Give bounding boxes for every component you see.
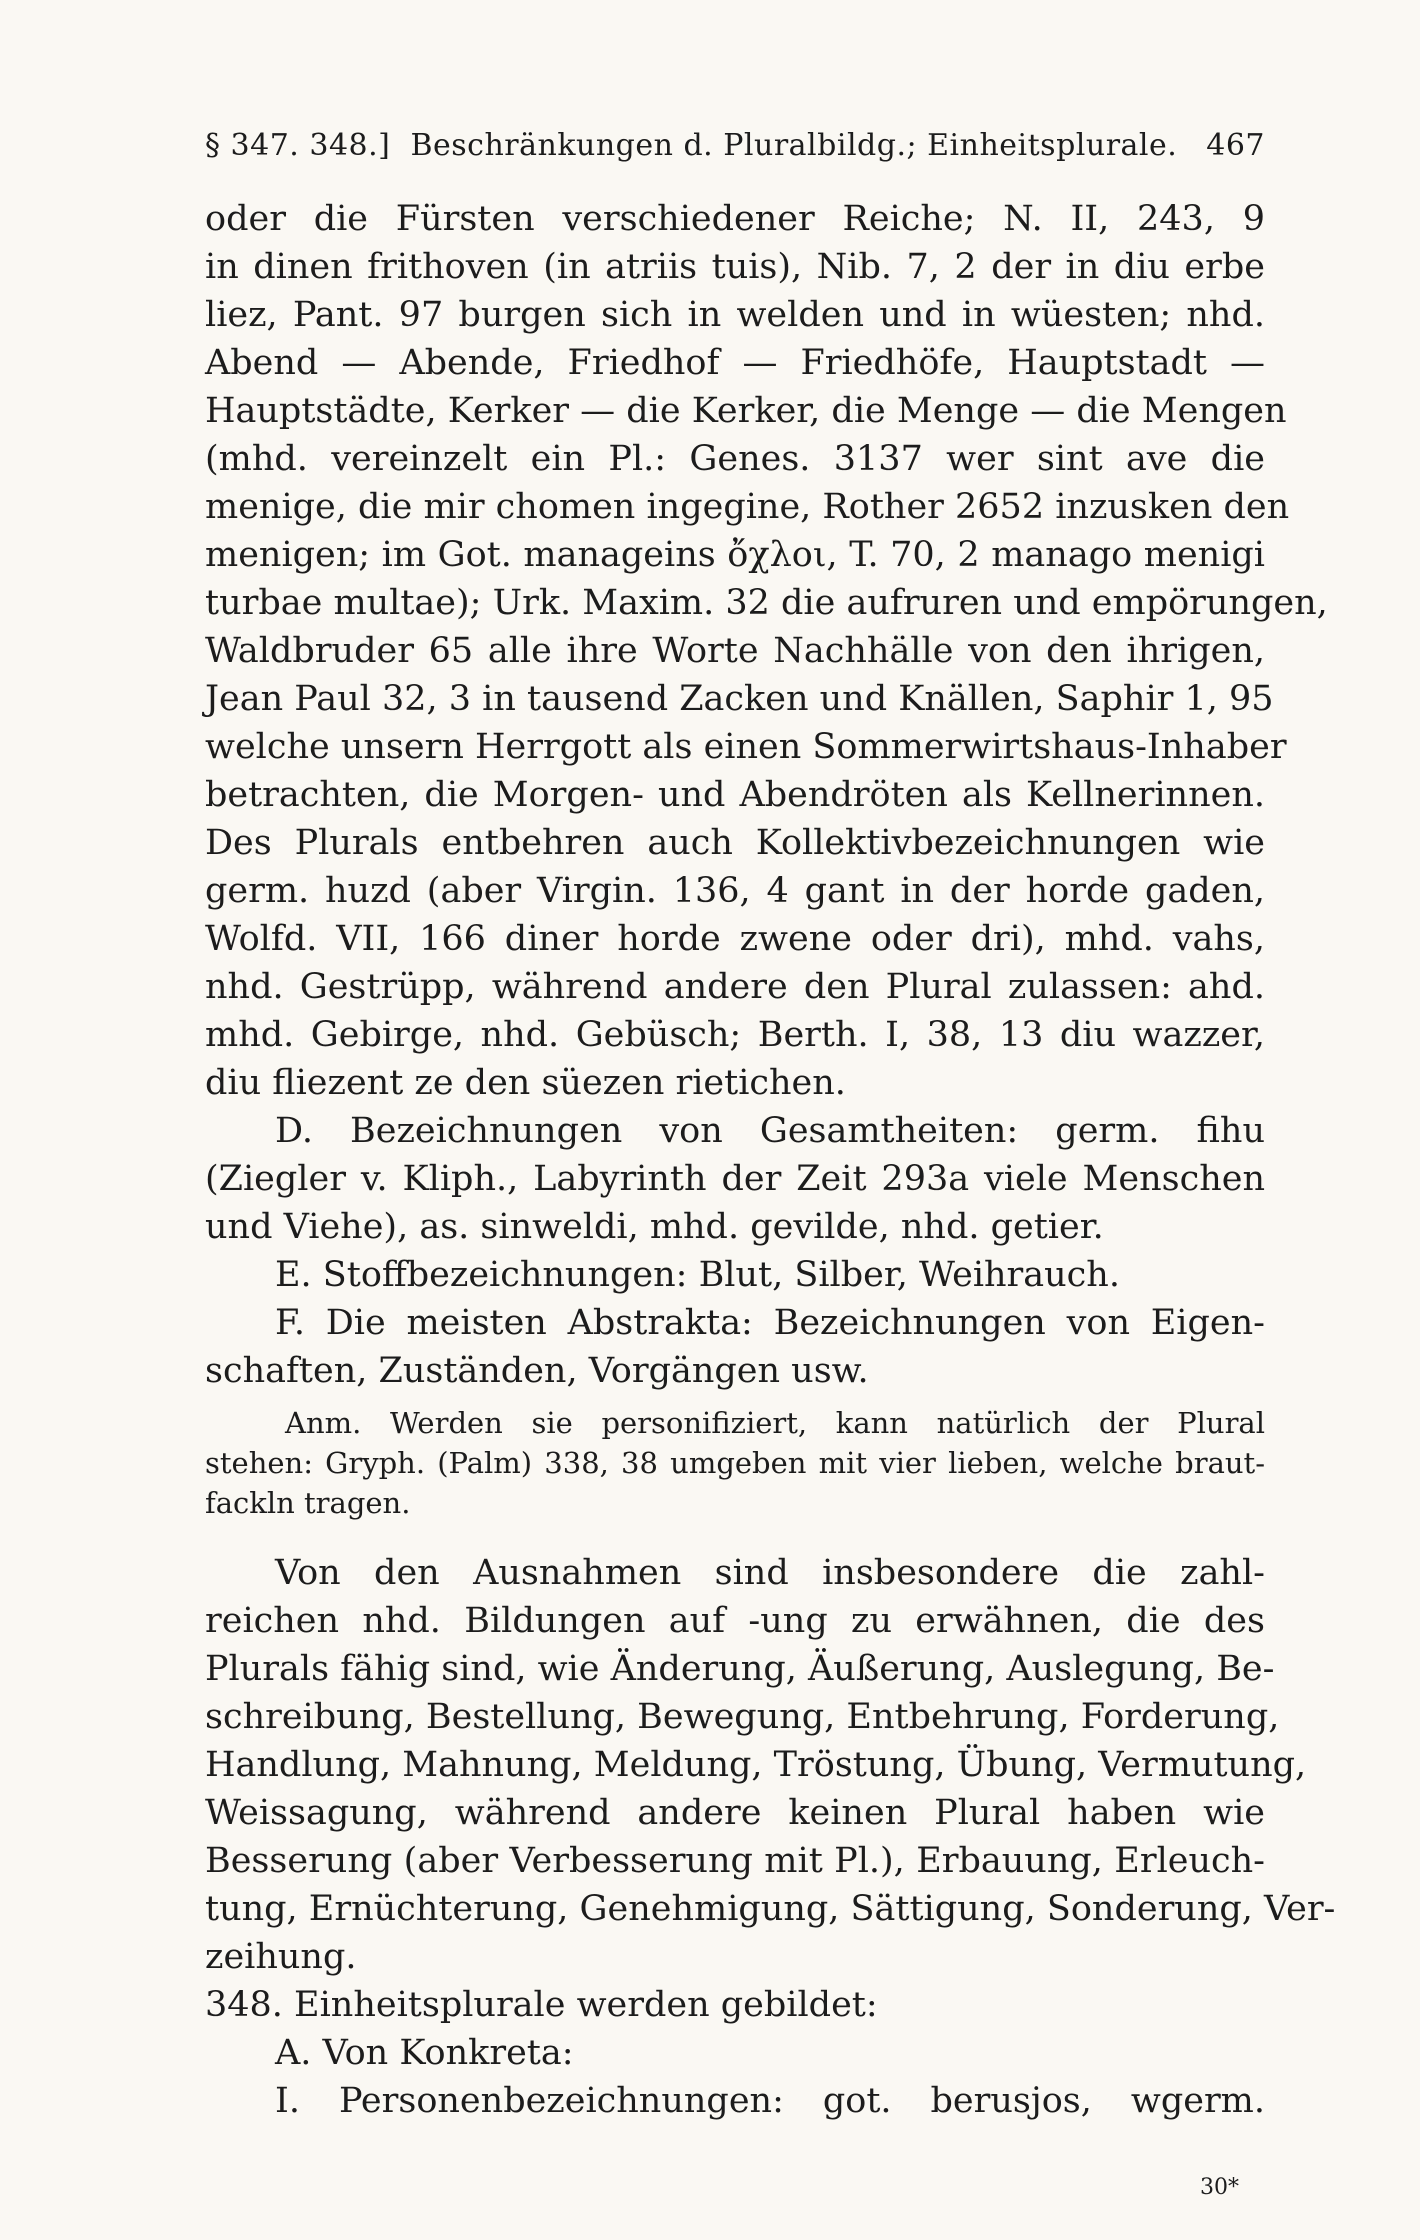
note-line: fackln tragen. [205, 1486, 411, 1520]
text-line: (Ziegler v. Kliph., Labyrinth der Zeit 293a viele Menschen [205, 1159, 1265, 1199]
text-line: schaften, Zuständen, Vorgängen usw. [205, 1351, 869, 1391]
note-line: Anm. Werden sie personifiziert, kann natürlich der Plural [285, 1406, 1265, 1440]
section-heading-d: D. Bezeichnungen von Gesamtheiten: germ. fihu [275, 1111, 1265, 1151]
text-line: diu fliezent ze den süezen rietichen. [205, 1063, 846, 1103]
text-line: germ. huzd (aber Virgin. 136, 4 gant in der horde gaden, [205, 871, 1265, 911]
text-line: tung, Ernüchterung, Genehmigung, Sättigung, Sonderung, Ver- [205, 1889, 1336, 1929]
text-line: menigen; im Got. manageins ὄχλοι, T. 70, 2 manago menigi [205, 535, 1265, 575]
text-line: und Viehe), as. sinweldi, mhd. gevilde, nhd. getier. [205, 1207, 1104, 1247]
text-line: menige, die mir chomen ingegine, Rother 2652 inzusken den [205, 487, 1290, 527]
text-line: betrachten, die Morgen- und Abendröten als Kellnerinnen. [205, 775, 1265, 815]
text-line: Besserung (aber Verbesserung mit Pl.), Erbauung, Erleuch- [205, 1841, 1265, 1881]
text-line: oder die Fürsten verschiedener Reiche; N. II, 243, 9 [205, 199, 1265, 239]
page-number: 467 [1206, 128, 1265, 163]
text-line: turbae multae); Urk. Maxim. 32 die aufruren und empörungen, [205, 583, 1328, 623]
text-line: Handlung, Mahnung, Meldung, Tröstung, Übung, Vermutung, [205, 1745, 1307, 1785]
text-line: reichen nhd. Bildungen auf -ung zu erwähnen, die des [205, 1601, 1265, 1641]
text-line: nhd. Gestrüpp, während andere den Plural zulassen: ahd. [205, 967, 1265, 1007]
text-line: welche unsern Herrgott als einen Sommerwirtshaus-Inhaber [205, 727, 1287, 767]
section-heading-e: E. Stoffbezeichnungen: Blut, Silber, Weihrauch. [275, 1255, 1120, 1295]
text-line: Plurals fähig sind, wie Änderung, Äußerung, Auslegung, Be- [205, 1649, 1275, 1689]
subsection-a: A. Von Konkreta: [275, 2033, 574, 2073]
running-header [205, 128, 1265, 172]
text-line: Wolfd. VII, 166 diner horde zwene oder dri), mhd. vahs, [205, 919, 1265, 959]
text-line: Jean Paul 32, 3 in tausend Zacken und Knällen, Saphir 1, 95 [205, 679, 1274, 719]
text-line: Des Plurals entbehren auch Kollektivbezeichnungen wie [205, 823, 1265, 863]
text-line: Von den Ausnahmen sind insbesondere die zahl- [275, 1553, 1265, 1593]
text-line: Waldbruder 65 alle ihre Worte Nachhälle von den ihrigen, [205, 631, 1265, 671]
section-heading-f: F. Die meisten Abstrakta: Bezeichnungen von Eigen- [275, 1303, 1265, 1343]
note-line: stehen: Gryph. (Palm) 338, 38 umgeben mit vier lieben, welche braut- [205, 1446, 1265, 1480]
signature-mark: 30* [1200, 2175, 1239, 2200]
section-348-heading: 348. Einheitsplurale werden gebildet: [205, 1985, 878, 2025]
text-line: (mhd. vereinzelt ein Pl.: Genes. 3137 wer sint ave die [205, 439, 1265, 479]
text-line: Abend — Abende, Friedhof — Friedhöfe, Hauptstadt — [205, 343, 1265, 383]
text-line: in dinen frithoven (in atriis tuis), Nib. 7, 2 der in diu erbe [205, 247, 1265, 287]
text-line: schreibung, Bestellung, Bewegung, Entbehrung, Forderung, [205, 1697, 1280, 1737]
text-line: Hauptstädte, Kerker — die Kerker, die Menge — die Mengen [205, 391, 1287, 431]
text-line: mhd. Gebirge, nhd. Gebüsch; Berth. I, 38, 13 diu wazzer, [205, 1015, 1265, 1055]
header-title: § 347. 348.] Beschränkungen d. Pluralbildg.; Einheitsplurale. [205, 128, 1178, 163]
text-line: zeihung. [205, 1937, 357, 1977]
annotation-note [205, 1403, 1265, 1523]
body-text [205, 195, 1336, 2125]
text-line: liez, Pant. 97 burgen sich in welden und in wüesten; nhd. [205, 295, 1265, 335]
subsection-i: I. Personenbezeichnungen: got. berusjos, wgerm. [275, 2081, 1265, 2121]
text-line: Weissagung, während andere keinen Plural haben wie [205, 1793, 1265, 1833]
